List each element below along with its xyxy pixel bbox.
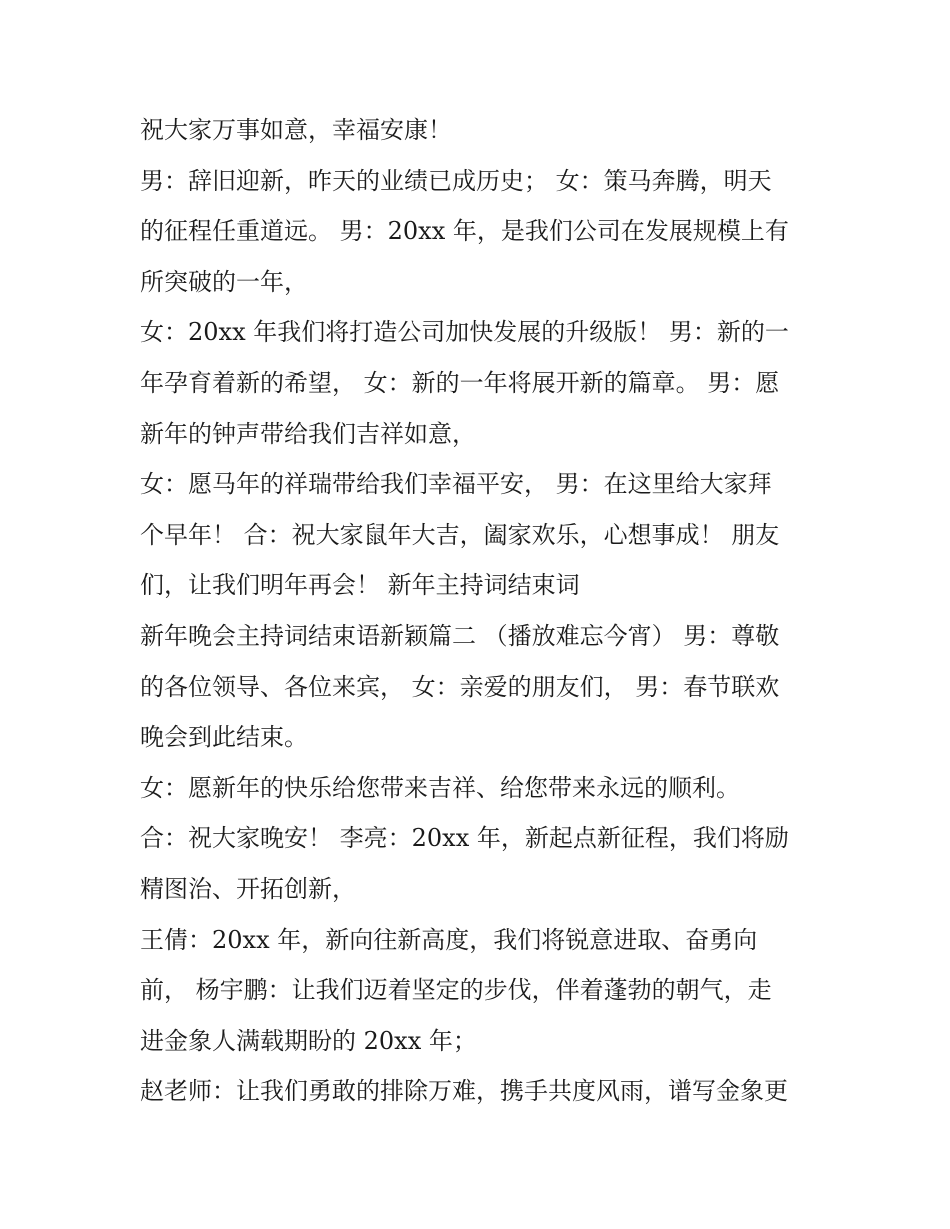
text-line: 新年晚会主持词结束语新颖篇二 （播放难忘今宵） 男：尊敬 [140,621,780,650]
body-text [140,105,830,1117]
text-line: 前， 杨宇鹏：让我们迈着坚定的步伐，伴着蓬勃的朝气，走 [140,976,772,1005]
text-line: 新年的钟声带给我们吉祥如意， [140,419,476,448]
text-line: 的各位领导、各位来宾， 女：亲爱的朋友们， 男：春节联欢 [140,672,780,701]
text-line: 个早年！ 合：祝大家鼠年大吉，阖家欢乐，心想事成！ 朋友 [140,520,780,549]
text-line: 精图治、开拓创新， [140,874,356,903]
text-line: 合：祝大家晚安！ 李亮：20xx 年，新起点新征程，我们将励 [140,824,789,853]
text-line: 祝大家万事如意，幸福安康！ [140,116,452,144]
text-line: 所突破的一年， [140,267,308,296]
text-line: 的征程任重道远。 男：20xx 年，是我们公司在发展规模上有 [140,217,789,246]
text-line: 女：愿新年的快乐给您带来吉祥、给您带来永远的顺利。 [140,773,740,802]
text-line: 赵老师：让我们勇敢的排除万难，携手共度风雨，谱写金象更 [140,1077,788,1106]
text-line: 王倩：20xx 年，新向往新高度，我们将锐意进取、奋勇向 [140,925,758,954]
text-line: 进金象人满载期盼的 20xx 年； [140,1026,477,1055]
text-line: 晚会到此结束。 [140,723,308,752]
text-line: 们，让我们明年再会！ 新年主持词结束词 [140,571,580,600]
text-line: 女：愿马年的祥瑞带给我们幸福平安， 男：在这里给大家拜 [140,470,772,499]
text-line: 女：20xx 年我们将打造公司加快发展的升级版！ 男：新的一 [140,318,789,347]
text-line: 年孕育着新的希望， 女：新的一年将展开新的篇章。 男：愿 [140,368,780,397]
text-line: 男：辞旧迎新，昨天的业绩已成历史； 女：策马奔腾，明天 [140,166,772,195]
